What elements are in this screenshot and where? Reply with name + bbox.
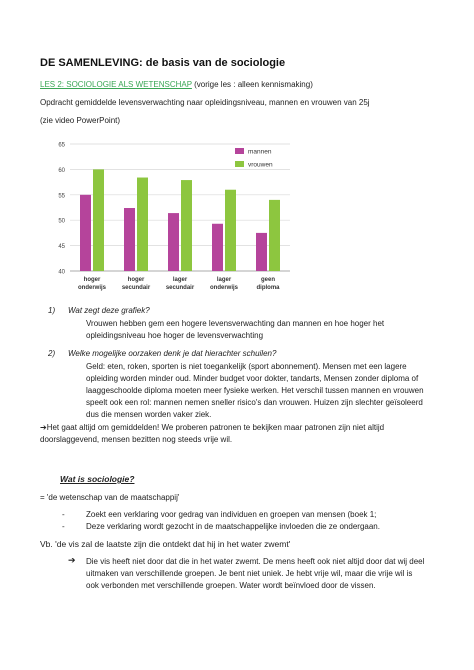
- x-tick-label: diploma: [256, 285, 280, 291]
- dash-bullet-2: -: [62, 522, 65, 531]
- bullet-2: Deze verklaring wordt gezocht in de maatschappelijke invloeden die ze ondergaan.: [86, 522, 380, 531]
- page-title: DE SAMENLEVING: de basis van de sociologie: [40, 57, 286, 69]
- chart-y-axis: [58, 143, 65, 276]
- bar-vrouwen: [137, 178, 148, 271]
- x-tick-label: secundair: [121, 285, 151, 291]
- bar-vrouwen: [93, 169, 104, 271]
- question-2-number: 2): [48, 349, 56, 358]
- lesson-line: [40, 80, 313, 89]
- intro-video: (zie video PowerPoint): [40, 116, 121, 125]
- question-1: Wat zegt deze grafiek?: [68, 306, 150, 315]
- bar-vrouwen: [181, 180, 192, 271]
- y-tick-label: 40: [58, 269, 65, 276]
- example-line: Vb. 'de vis zal de laatste zijn die ontdekt dat hij in het water zwemt': [40, 539, 291, 549]
- x-tick-label: onderwijs: [209, 285, 239, 291]
- bar-mannen: [80, 195, 91, 271]
- y-tick-label: 50: [58, 218, 65, 225]
- definition: = 'de wetenschap van de maatschappij': [40, 493, 180, 502]
- answer-1: Vrouwen hebben gem een hogere levensverwachting dan mannen en hoe hoger het opleidingsniveau hoe hoger de levensverwachting: [86, 319, 385, 340]
- x-tick-label: onderwijs: [77, 285, 107, 291]
- x-tick-label: secundair: [165, 285, 195, 291]
- x-tick-label: geen: [260, 277, 276, 283]
- y-tick-label: 55: [58, 193, 65, 200]
- legend-swatch-vrouwen: [235, 161, 244, 167]
- chart-x-axis: [78, 277, 280, 291]
- bar-vrouwen: [269, 200, 280, 271]
- x-tick-label: lager: [216, 277, 232, 283]
- x-tick-label: hoger: [127, 277, 145, 283]
- answer-2: Geld: eten, roken, sporten is niet toegankelijk (sport abonnement). Mensen met een lagere opleiding worden minder oud. Minder budget voor dokter, tandarts, Mensen zonder diploma of laaggeschoolde diploma moeten meer fysieke werken. Het verschil tussen mannen en vrouwen speelt ook een rol: mannen nemen sneller risico's dan vrouwen. Huizen zijn slechter geïsoleerd dus die mensen worden vaker ziek.: [86, 362, 424, 419]
- bar-mannen: [212, 224, 223, 271]
- bullet-1: Zoekt een verklaring voor gedrag van individuen en groepen van mensen (boek 1;: [86, 510, 377, 519]
- chart-legend: [235, 148, 273, 169]
- legend-label-vrouwen: vrouwen: [248, 161, 273, 169]
- legend-swatch-mannen: [235, 148, 244, 154]
- y-tick-label: 45: [58, 244, 65, 251]
- question-1-number: 1): [48, 306, 56, 315]
- arrow-icon: ➔: [40, 423, 47, 432]
- intro-line: Opdracht gemiddelde levensverwachting naar opleidingsniveau, mannen en vrouwen van 25j: [40, 98, 370, 107]
- question-2: Welke mogelijke oorzaken denk je dat hierachter schuilen?: [68, 349, 277, 358]
- y-tick-label: 65: [58, 142, 65, 149]
- lesson-link[interactable]: LES 2: SOCIOLOGIE ALS WETENSCHAP: [40, 80, 192, 89]
- fish-explanation: Die vis heeft niet door dat die in het water zwemt. De mens heeft ook niet altijd door dat wij deel uitmaken van verschillende groepen. Je bent niet uniek. Je hebt vrije wil, maar die vrije wil is ook verbonden met verschillende groepen. Water wordt beïnvloed door de vissen.: [86, 557, 425, 590]
- bar-mannen: [256, 233, 267, 271]
- lesson-note: (vorige les : alleen kennismaking): [191, 80, 313, 89]
- dash-bullet-1: -: [62, 510, 65, 519]
- averages-note-text: Het gaat altijd om gemiddelden! We proberen patronen te bekijken maar patronen zijn niet altijd doorslaggevend, mensen bezitten nog steeds vrije wil.: [40, 423, 385, 444]
- x-tick-label: lager: [172, 277, 188, 283]
- bar-vrouwen: [225, 190, 236, 271]
- legend-label-mannen: mannen: [248, 148, 272, 156]
- arrow-bullet-icon: ➔: [68, 555, 76, 565]
- bar-mannen: [124, 208, 135, 271]
- averages-note: [40, 422, 440, 446]
- section-heading: Wat is sociologie?: [60, 474, 135, 484]
- y-tick-label: 60: [58, 167, 65, 174]
- bar-mannen: [168, 213, 179, 271]
- life-expectancy-chart: [40, 134, 300, 302]
- x-tick-label: hoger: [83, 277, 101, 283]
